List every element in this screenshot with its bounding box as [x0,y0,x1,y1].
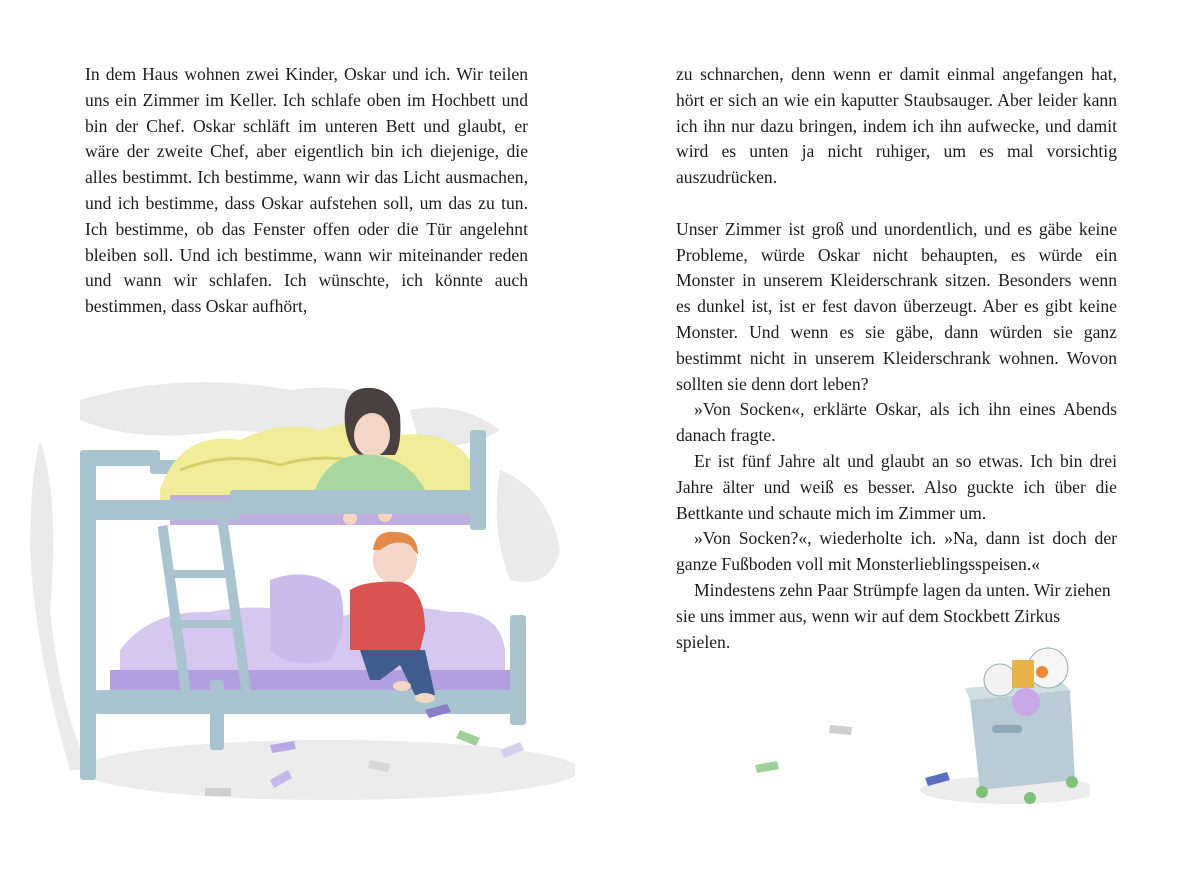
toy-box-illustration [730,630,1090,810]
right-paragraph-room: Unser Zimmer ist groß und unordentlich, und es gäbe keine Probleme, würde Oskar nicht behaupten, es würde ein Monster in unserem Kleiderschrank sitzen. Besonders wenn es dunkel ist, ist er fest davon überzeugt. Aber es gibt keine Monster. Und wenn es sie gäbe, dann würden sie ganz bestimmt nicht in unserem Kleiderschrank wohnen. Wovon sollten sie denn dort leben? [676,218,1117,394]
right-paragraph-stockings: Mindestens zehn Paar Strümpfe lagen da unten. Wir ziehen sie uns immer aus, wenn wir auf dem Stockbett Zirkus spielen. [676,579,1111,652]
right-paragraph-dialogue-socks: »Von Socken«, erklärte Oskar, als ich ihn eines Abends danach fragte. [676,399,1117,446]
bunk-bed-illustration [30,350,575,830]
right-paragraph-age: Er ist fünf Jahre alt und glaubt an so etwas. Ich bin drei Jahre älter und weiß es besser. Also guckte ich über die Bettkante und schaute mich im Zimmer um. [676,450,1117,523]
right-paragraph-continuation: zu schnarchen, denn wenn er damit einmal angefangen hat, hört er sich an wie ein kaputter Staubsauger. Aber leider kann ich ihn nur dazu bringen, indem ich ihn aufwecke, und damit wird es unten ja nicht ruhiger, um es mal vorsichtig auszudrücken. [676,64,1117,188]
right-page [600,0,1200,869]
right-paragraph-dialogue-floor: »Von Socken?«, wiederholte ich. »Na, dann ist doch der ganze Fußboden voll mit Monsterlieblingsspeisen.« [676,528,1117,575]
right-page-text [676,62,1117,655]
left-page-paragraph: In dem Haus wohnen zwei Kinder, Oskar und ich. Wir teilen uns ein Zimmer im Keller. Ich schlafe oben im Hochbett und bin der Chef. Oskar schläft im unteren Bett und glaubt, er wäre der zweite Chef, aber eigentlich bin ich diejenige, die alles bestimmt. Ich bestimme, wann wir das Licht ausmachen, und ich bestimme, dass Oskar aufstehen soll, um das zu tun. Ich bestimme, ob das Fenster offen oder die Tür angelehnt bleiben soll. Und ich bestimme, wann wir miteinander reden und wann wir schlafen. Ich wünschte, ich könnte auch bestimmen, dass Oskar aufhört, [85,64,528,317]
